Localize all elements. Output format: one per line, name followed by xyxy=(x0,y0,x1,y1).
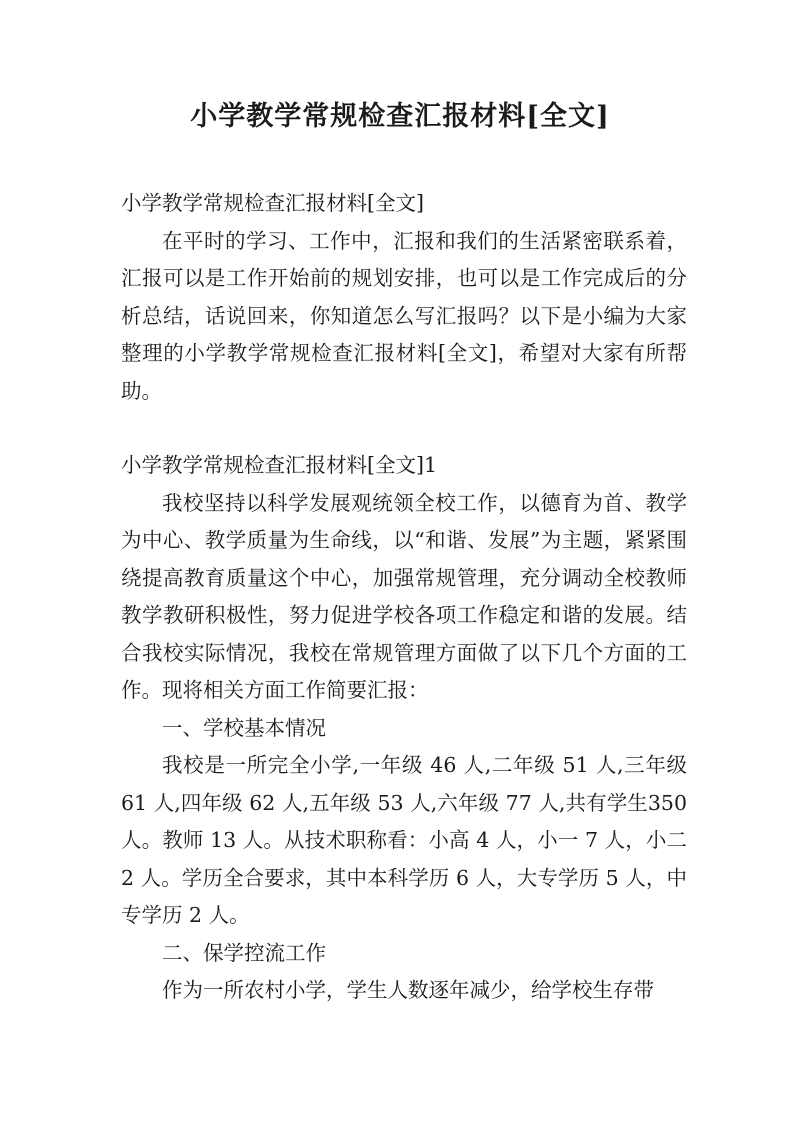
paragraph-spacer xyxy=(121,410,687,447)
document-title: 小学教学常规检查汇报材料[全文] xyxy=(190,101,610,132)
intro-paragraph: 在平时的学习、工作中，汇报和我们的生活紧密联系着，汇报可以是工作开始前的规划安排，也可以是工作完成后的分析总结，话说回来，你知道怎么写汇报吗？以下是小编为大家整理的小学教学常规检查汇报材料[全文]，希望对大家有所帮助。 xyxy=(121,228,687,403)
section-title-enrollment: 二、保学控流工作 xyxy=(162,940,326,965)
section-heading-part-1: 小学教学常规检查汇报材料[全文]1 xyxy=(121,453,438,477)
body-paragraph-3: 作为一所农村小学，学生人数逐年减少，给学校生存带 xyxy=(162,978,654,1002)
body-paragraph-2: 我校是一所完全小学,一年级 46 人,二年级 51 人,三年级 61 人,四年级 62 人,五年级 53 人,六年级 77 人,共有学生350 人。教师 13 人。从技术职称看：小高 4 人，小一 7 人，小二 2 人。学历全合要求，其中本科学历 6 人，大专学历 5 人，中专学历 2 人。 xyxy=(121,753,687,927)
body-paragraph-1: 我校坚持以科学发展观统领全校工作，以德育为首、教学为中心、教学质量为生命线，以“和谐、发展”为主题，紧紧围绕提高教育质量这个中心，加强常规管理，充分调动全校教师教学教研积极性，努力促进学校各项工作稳定和谐的发展。结合我校实际情况，我校在常规管理方面做了以下几个方面的工作。现将相关方面工作简要汇报： xyxy=(121,490,687,702)
section-title-school-info: 一、学校基本情况 xyxy=(162,715,326,740)
document-body xyxy=(121,185,687,1010)
article-heading: 小学教学常规检查汇报材料[全文] xyxy=(121,191,424,215)
